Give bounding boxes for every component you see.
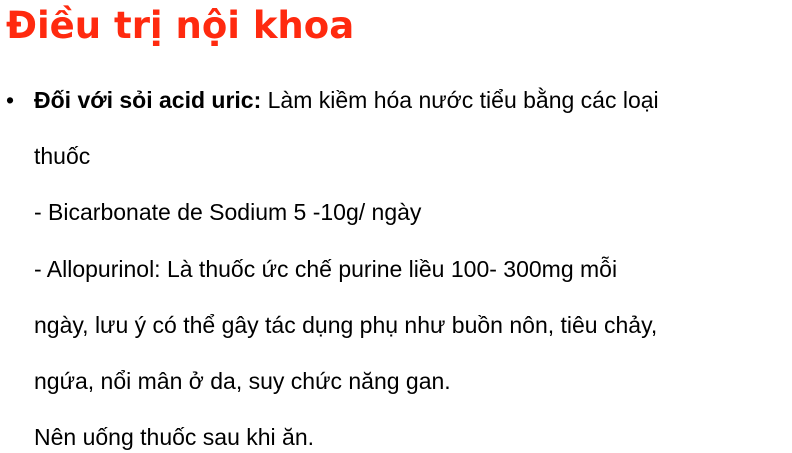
bullet-icon: • — [6, 87, 15, 113]
body-line-bicarbonate: - Bicarbonate de Sodium 5 -10g/ ngày — [34, 199, 422, 225]
bullet-bold-label: Đối với sỏi acid uric: — [34, 87, 262, 113]
bullet-text: Làm kiềm hóa nước tiểu bằng các loại — [261, 87, 659, 113]
body-line-side-effects: ngày, lưu ý có thể gây tác dụng phụ như buồn nôn, tiêu chảy, — [34, 312, 658, 338]
bullet-line-1 — [34, 86, 659, 114]
body-line-side-effects-cont: ngứa, nổi mân ở da, suy chức năng gan. — [34, 368, 451, 394]
body-line-allopurinol: - Allopurinol: Là thuốc ức chế purine liều 100- 300mg mỗi — [34, 256, 618, 282]
slide-title: Điều trị nội khoa — [6, 4, 355, 47]
bullet-line-2: thuốc — [34, 143, 91, 169]
body-line-instruction: Nên uống thuốc sau khi ăn. — [34, 424, 315, 450]
